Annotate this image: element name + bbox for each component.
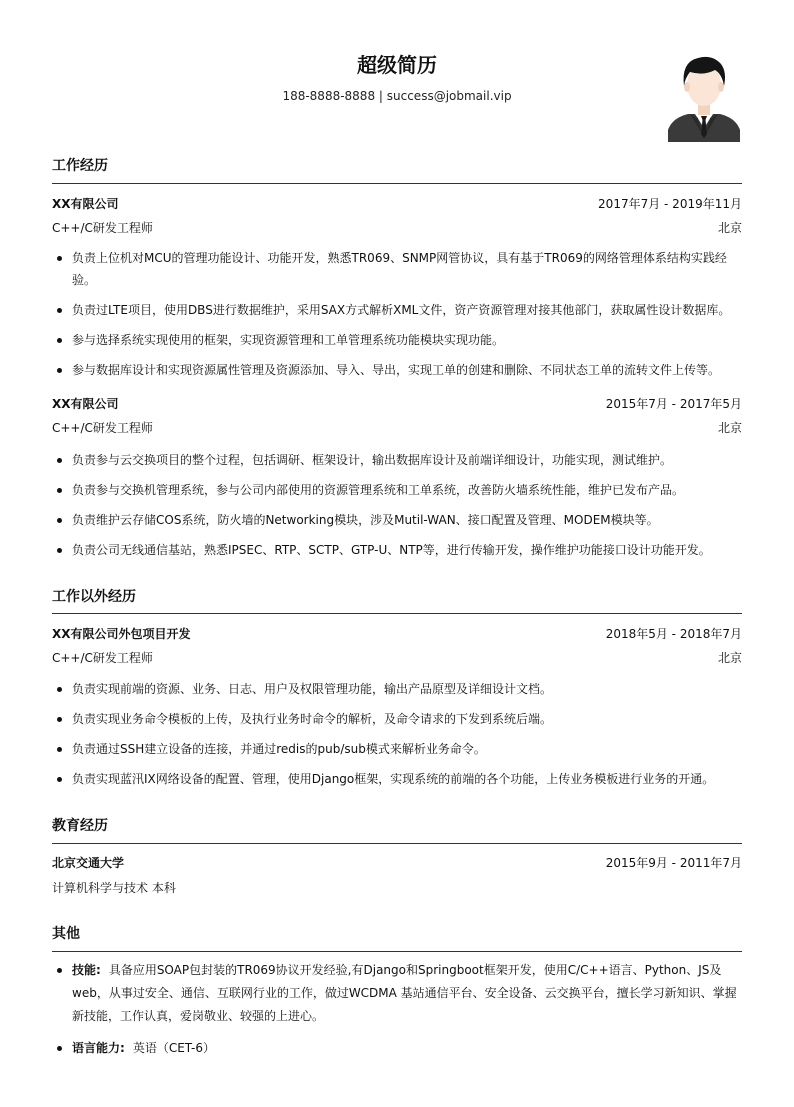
- list-item: 负责上位机对MCU的管理功能设计、功能开发，熟悉TR069、SNMP网管协议，具有基于TR069的网络管理体系结构实践经验。: [52, 247, 742, 291]
- list-item: 负责维护云存储COS系统，防火墙的Networking模块，涉及Mutil-WAN、接口配置及管理、MODEM模块等。: [52, 509, 742, 531]
- education-major-row: [52, 878, 742, 898]
- education-date: 2015年9月 - 2011年7月: [605, 856, 742, 870]
- list-item: 负责参与交换机管理系统，参与公司内部使用的资源管理系统和工单系统，改善防火墙系统性能，维护已发布产品。: [52, 479, 742, 501]
- list-item: 负责参与云交换项目的整个过程，包括调研、框架设计，输出数据库设计及前端详细设计，功能实现，测试维护。: [52, 449, 742, 471]
- list-item: 参与数据库设计和实现资源属性管理及资源添加、导入、导出，实现工单的创建和删除、不同状态工单的流转文件上传等。: [52, 359, 742, 381]
- project-header: [52, 624, 742, 644]
- job-header: [52, 394, 742, 414]
- section-title-outside: 工作以外经历: [52, 589, 136, 605]
- person-avatar-icon: [668, 52, 740, 142]
- list-item: 参与选择系统实现使用的框架，实现资源管理和工单管理系统功能模块实现功能。: [52, 329, 742, 351]
- section-divider: [52, 183, 742, 184]
- other-bullets: [52, 959, 742, 1060]
- list-item: 负责实现蓝汛IX网络设备的配置、管理，使用Django框架，实现系统的前端的各个功能，上传业务模板进行业务的开通。: [52, 768, 742, 790]
- language-label: 语言能力:: [72, 1041, 125, 1055]
- section-title-work: 工作经历: [52, 158, 108, 174]
- job-header: [52, 194, 742, 214]
- job-subheader: [52, 418, 742, 438]
- list-item: 负责公司无线通信基站，熟悉IPSEC、RTP、SCTP、GTP-U、NTP等，进行传输开发，操作维护功能接口设计功能开发。: [52, 539, 742, 561]
- list-item: 负责实现前端的资源、业务、日志、用户及权限管理功能，输出产品原型及详细设计文档。: [52, 678, 742, 700]
- section-divider: [52, 613, 742, 614]
- contact-info: 188-8888-8888 | success@jobmail.vip: [282, 89, 512, 103]
- company-name: XX有限公司: [52, 397, 119, 411]
- job-bullets: [52, 449, 742, 569]
- skills-text: 具备应用SOAP包封装的TR069协议开发经验,有Django和Springboot框架开发，使用C/C++语言、Python、JS及web，从事过安全、通信、互联网行业的工作，做过WCDMA 基站通信平台、安全设备、云交换平台，擅长学习新知识、掌握新技能，工作认真，爱岗敬业、较强的上进心。: [72, 963, 737, 1023]
- job-date: 2015年7月 - 2017年5月: [605, 397, 742, 411]
- skills-label: 技能:: [72, 963, 101, 977]
- project-subheader: [52, 648, 742, 668]
- major-degree: 计算机科学与技术 本科: [52, 881, 176, 895]
- skills-item: [52, 959, 742, 1028]
- project-role: C++/C研发工程师: [52, 651, 153, 665]
- company-name: XX有限公司: [52, 197, 119, 211]
- section-title-education: 教育经历: [52, 818, 108, 834]
- job-role: C++/C研发工程师: [52, 421, 153, 435]
- list-item: 负责实现业务命令模板的上传，及执行业务时命令的解析，及命令请求的下发到系统后端。: [52, 708, 742, 730]
- section-divider: [52, 951, 742, 952]
- section-title-other: 其他: [52, 926, 80, 942]
- school-name: 北京交通大学: [52, 856, 125, 870]
- list-item: 负责通过SSH建立设备的连接，并通过redis的pub/sub模式来解析业务命令。: [52, 738, 742, 760]
- job-date: 2017年7月 - 2019年11月: [598, 197, 742, 211]
- job-bullets: [52, 247, 742, 389]
- language-text: 英语（CET-6）: [132, 1041, 215, 1055]
- company-name: XX有限公司外包项目开发: [52, 627, 191, 641]
- project-city: 北京: [717, 651, 742, 665]
- candidate-name: 超级简历: [357, 53, 437, 77]
- language-item: [52, 1037, 742, 1060]
- job-city: 北京: [717, 221, 742, 235]
- list-item: 负责过LTE项目，使用DBS进行数据维护，采用SAX方式解析XML文件，资产资源管理对接其他部门，获取属性设计数据库。: [52, 299, 742, 321]
- project-date: 2018年5月 - 2018年7月: [605, 627, 742, 641]
- job-city: 北京: [717, 421, 742, 435]
- job-role: C++/C研发工程师: [52, 221, 153, 235]
- education-header: [52, 853, 742, 873]
- job-subheader: [52, 218, 742, 238]
- section-divider: [52, 843, 742, 844]
- project-bullets: [52, 678, 742, 798]
